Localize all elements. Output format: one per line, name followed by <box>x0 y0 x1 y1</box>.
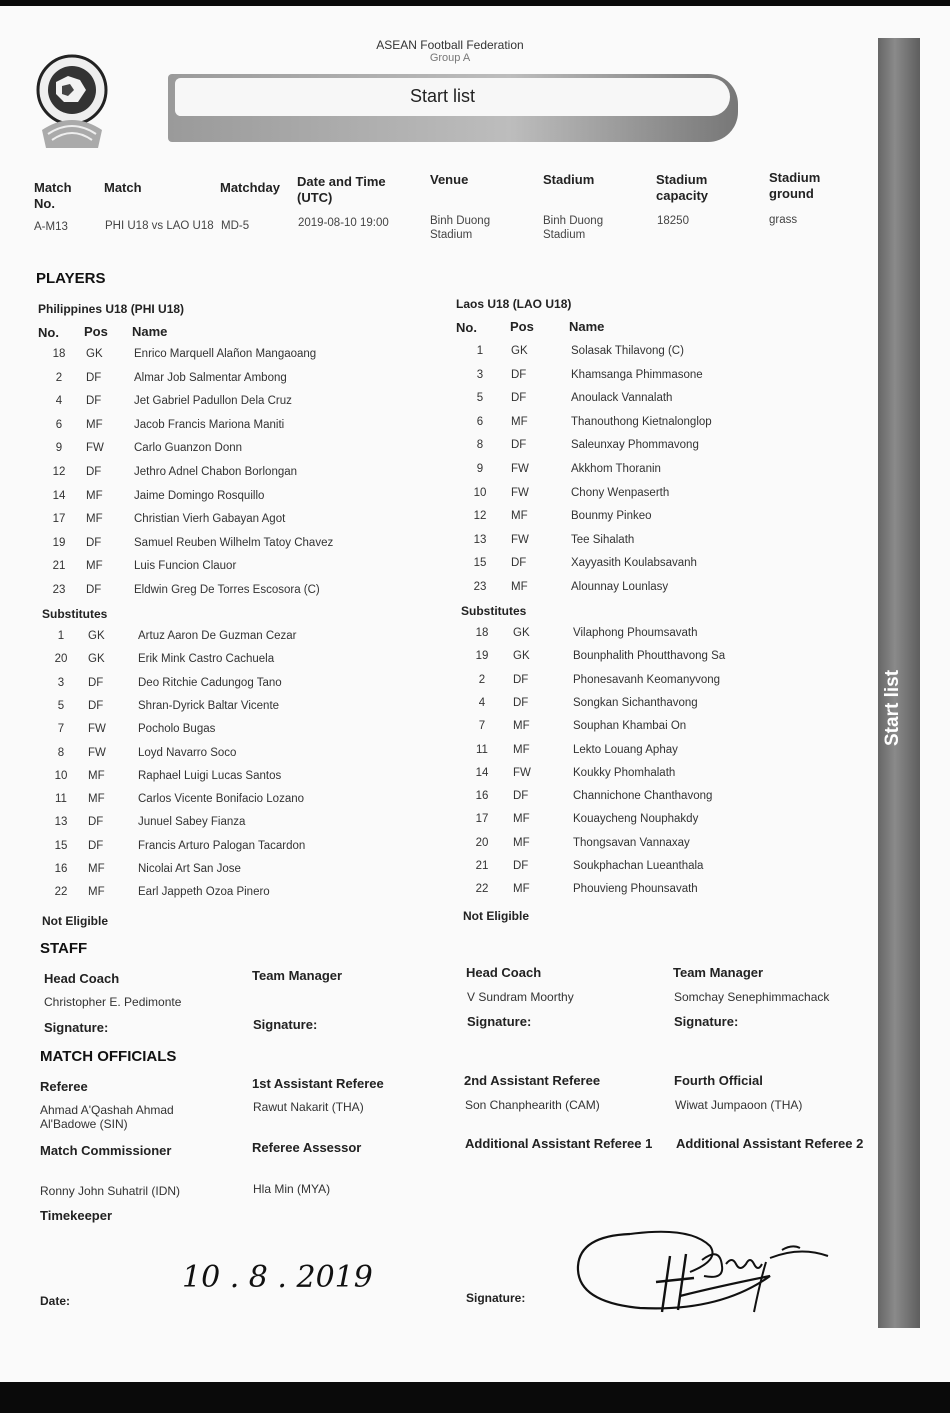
player-name: Anoulack Vannalath <box>571 392 673 405</box>
player-number: 21 <box>52 560 66 573</box>
player-name: Shran-Dyrick Baltar Vicente <box>138 699 280 712</box>
player-number: 14 <box>52 489 66 502</box>
player-position: DF <box>86 584 102 596</box>
player-number: 14 <box>475 766 489 779</box>
player-position: FW <box>88 723 106 736</box>
away-coach-signature-label: Signature: <box>467 1014 532 1029</box>
player-number: 11 <box>476 743 488 756</box>
player-number: 9 <box>55 442 63 455</box>
match-no-value: A-M13 <box>34 221 68 233</box>
aar1-label: Additional Assistant Referee 1 <box>465 1136 653 1151</box>
player-name: Channichone Chanthavong <box>573 790 713 803</box>
player-number: 12 <box>473 510 487 523</box>
player-position: MF <box>88 886 105 899</box>
away-manager: Somchay Senephimmachack <box>674 990 830 1004</box>
player-position: MF <box>86 418 103 431</box>
commissioner-value: Ronny John Suhatril (IDN) <box>40 1184 181 1198</box>
player-name: Jethro Adnel Chabon Borlongan <box>134 466 298 478</box>
side-label: Start list <box>882 669 903 746</box>
player-number: 3 <box>476 368 484 381</box>
away-sub-player-row <box>467 744 807 766</box>
assessor-label: Referee Assessor <box>252 1140 362 1155</box>
away-starter-player-row <box>465 487 805 509</box>
capacity-value: 18250 <box>657 215 689 227</box>
ar2-label: 2nd Assistant Referee <box>464 1073 601 1088</box>
player-position: FW <box>88 746 106 759</box>
home-sub-player-row <box>46 653 386 675</box>
player-name: Jet Gabriel Padullon Dela Cruz <box>134 395 292 408</box>
player-position: DF <box>513 696 529 709</box>
ground-header: Stadium ground <box>769 170 821 201</box>
player-name: Christian Vierh Gabayan Agot <box>134 513 286 526</box>
player-name: Koukky Phomhalath <box>573 766 676 779</box>
away-starter-player-row <box>465 345 805 367</box>
datetime-value: 2019-08-10 19:00 <box>298 217 389 229</box>
player-position: MF <box>88 769 105 782</box>
player-number: 18 <box>52 348 66 360</box>
player-number: 17 <box>52 513 66 526</box>
player-position: MF <box>513 720 530 733</box>
start-list-document <box>0 6 950 1382</box>
player-position: DF <box>511 439 527 452</box>
away-sub-player-row <box>467 720 807 742</box>
player-position: DF <box>86 395 102 408</box>
home-starter-player-row <box>44 560 384 582</box>
player-name: Junuel Sabey Fianza <box>138 816 246 829</box>
player-position: MF <box>513 743 530 756</box>
player-number: 10 <box>473 486 487 499</box>
player-position: MF <box>511 581 528 593</box>
player-position: MF <box>513 813 530 826</box>
player-number: 23 <box>52 584 66 596</box>
away-sub-player-row <box>467 697 807 719</box>
player-name: Nicolai Art San Jose <box>138 863 241 875</box>
player-name: Phonesavanh Keomanyvong <box>573 673 721 686</box>
stadium-header: Stadium <box>543 172 595 187</box>
home-starter-player-row <box>44 537 384 559</box>
player-position: MF <box>513 883 530 896</box>
away-sub-player-row <box>467 837 807 859</box>
home-sub-player-row <box>46 747 386 769</box>
player-number: 22 <box>475 883 489 896</box>
player-name: Saleunxay Phommavong <box>571 439 699 452</box>
player-number: 13 <box>473 533 487 546</box>
player-number: 10 <box>54 769 68 782</box>
away-starter-player-row <box>465 416 805 438</box>
commissioner-label: Match Commissioner <box>40 1143 172 1158</box>
home-col-no: No. <box>38 325 59 340</box>
player-number: 20 <box>475 836 489 849</box>
home-subs-label: Substitutes <box>42 607 108 621</box>
player-position: MF <box>86 489 103 502</box>
player-name: Kouaycheng Nouphakdy <box>573 813 699 826</box>
player-name: Songkan Sichanthavong <box>573 696 698 709</box>
player-number: 4 <box>478 696 486 709</box>
away-starter-player-row <box>465 581 805 603</box>
assessor-value: Hla Min (MYA) <box>253 1182 331 1196</box>
player-position: MF <box>513 836 530 849</box>
player-number: 18 <box>475 627 489 639</box>
away-manager-label: Team Manager <box>673 965 764 980</box>
player-name: Earl Jappeth Ozoa Pinero <box>138 886 270 899</box>
player-position: MF <box>86 560 103 573</box>
player-name: Eldwin Greg De Torres Escosora (C) <box>134 584 320 596</box>
player-name: Bounphalith Phoutthavong Sa <box>573 650 726 663</box>
bottom-bar <box>0 1382 950 1413</box>
ground-value: grass <box>769 214 798 226</box>
player-number: 7 <box>57 723 65 736</box>
away-not-eligible: Not Eligible <box>463 909 529 923</box>
player-name: Vilaphong Phoumsavath <box>573 627 698 639</box>
player-name: Carlo Guanzon Donn <box>134 442 243 455</box>
away-col-pos: Pos <box>510 319 534 334</box>
player-position: DF <box>511 368 527 381</box>
home-starter-player-row <box>44 584 384 606</box>
player-position: DF <box>511 557 527 570</box>
away-sub-player-row <box>467 883 807 905</box>
away-sub-player-row <box>467 627 807 649</box>
away-team-name: Laos U18 (LAO U18) <box>456 297 572 311</box>
home-sub-player-row <box>46 677 386 699</box>
player-name: Deo Ritchie Cadungog Tano <box>138 676 282 689</box>
officials-title: MATCH OFFICIALS <box>40 1048 177 1065</box>
player-number: 8 <box>57 746 65 759</box>
home-sub-player-row <box>46 840 386 862</box>
player-number: 1 <box>57 630 65 642</box>
player-number: 6 <box>55 418 63 431</box>
player-number: 2 <box>55 371 63 384</box>
home-head-coach: Christopher E. Pedimonte <box>44 995 182 1009</box>
home-starter-player-row <box>44 490 384 512</box>
player-number: 16 <box>54 863 68 875</box>
referee-label: Referee <box>40 1079 88 1094</box>
away-starter-player-row <box>465 510 805 532</box>
player-number: 16 <box>475 790 489 803</box>
player-name: Francis Arturo Palogan Tacardon <box>138 839 306 852</box>
player-number: 22 <box>54 886 68 899</box>
player-position: DF <box>511 392 527 405</box>
away-head-coach: V Sundram Moorthy <box>467 990 574 1004</box>
player-position: DF <box>86 466 102 478</box>
player-number: 19 <box>475 650 489 663</box>
home-col-pos: Pos <box>84 324 108 339</box>
match-header: Match <box>104 180 142 195</box>
capacity-header: Stadium capacity <box>656 172 709 203</box>
player-position: DF <box>513 673 529 686</box>
home-starter-player-row <box>44 372 384 394</box>
player-name: Chony Wenpaserth <box>571 486 670 499</box>
home-head-coach-label: Head Coach <box>44 971 120 986</box>
player-name: Alounnay Lounlasy <box>571 581 669 593</box>
player-position: MF <box>511 510 528 523</box>
handwritten-signature-icon <box>570 1216 840 1326</box>
away-starter-player-row <box>465 439 805 461</box>
match-value: PHI U18 vs LAO U18 <box>105 220 214 232</box>
handwritten-date: 10 . 8 . 2019 <box>182 1260 373 1295</box>
ar1-label: 1st Assistant Referee <box>252 1076 384 1091</box>
away-starter-player-row <box>465 369 805 391</box>
home-starter-player-row <box>44 513 384 535</box>
player-name: Thongsavan Vannaxay <box>573 836 690 849</box>
away-manager-signature-label: Signature: <box>674 1014 739 1029</box>
player-position: DF <box>88 839 104 852</box>
player-position: GK <box>88 630 105 642</box>
player-position: FW <box>511 463 529 475</box>
away-head-coach-label: Head Coach <box>466 965 542 980</box>
player-number: 15 <box>473 557 487 570</box>
player-number: 3 <box>57 676 65 689</box>
player-position: DF <box>88 676 104 689</box>
player-name: Phouvieng Phounsavath <box>573 883 698 896</box>
ar1-value: Rawut Nakarit (THA) <box>253 1100 364 1114</box>
datetime-header: Date and Time (UTC) <box>297 174 386 205</box>
player-name: Almar Job Salmentar Ambong <box>134 371 287 384</box>
player-name: Lekto Louang Aphay <box>573 743 678 756</box>
player-name: Luis Funcion Clauor <box>134 560 237 573</box>
player-number: 5 <box>57 699 65 712</box>
home-sub-player-row <box>46 816 386 838</box>
player-number: 5 <box>476 392 484 405</box>
player-name: Jacob Francis Mariona Maniti <box>134 418 285 431</box>
player-position: FW <box>511 533 529 546</box>
date-label: Date: <box>40 1294 71 1308</box>
player-position: GK <box>511 345 528 357</box>
player-number: 8 <box>476 439 484 452</box>
player-position: MF <box>88 863 105 875</box>
home-sub-player-row <box>46 630 386 652</box>
player-number: 15 <box>54 839 68 852</box>
player-number: 17 <box>475 813 489 826</box>
home-not-eligible: Not Eligible <box>42 914 108 928</box>
home-starter-player-row <box>44 348 384 370</box>
stadium-value: Binh Duong Stadium <box>543 215 604 241</box>
away-sub-player-row <box>467 674 807 696</box>
aff-logo-icon <box>34 50 110 150</box>
player-name: Xayyasith Koulabsavanh <box>571 557 697 570</box>
player-name: Carlos Vicente Bonifacio Lozano <box>138 793 305 806</box>
player-number: 12 <box>52 466 66 478</box>
home-sub-player-row <box>46 863 386 885</box>
player-position: DF <box>86 536 102 549</box>
away-sub-player-row <box>467 790 807 812</box>
player-position: FW <box>86 442 104 455</box>
home-sub-player-row <box>46 723 386 745</box>
player-position: GK <box>513 627 530 639</box>
player-position: GK <box>86 348 103 360</box>
home-manager-signature-label: Signature: <box>253 1017 318 1032</box>
away-starter-player-row <box>465 392 805 414</box>
player-position: GK <box>513 650 530 663</box>
player-name: Solasak Thilavong (C) <box>571 345 684 357</box>
player-number: 9 <box>476 463 484 475</box>
venue-value: Binh Duong Stadium <box>430 215 491 241</box>
timekeeper-label: Timekeeper <box>40 1208 113 1223</box>
player-position: DF <box>88 699 104 712</box>
staff-title: STAFF <box>40 940 88 957</box>
player-position: FW <box>513 766 531 779</box>
away-starter-player-row <box>465 534 805 556</box>
home-sub-player-row <box>46 886 386 908</box>
venue-header: Venue <box>430 172 469 187</box>
player-position: FW <box>511 486 529 499</box>
player-number: 4 <box>55 395 63 408</box>
player-number: 11 <box>55 793 67 806</box>
home-sub-player-row <box>46 793 386 815</box>
away-sub-player-row <box>467 767 807 789</box>
matchday-header: Matchday <box>220 180 280 195</box>
away-starter-player-row <box>465 557 805 579</box>
page-title: Start list <box>409 86 475 106</box>
away-sub-player-row <box>467 860 807 882</box>
ar2-value: Son Chanphearith (CAM) <box>465 1098 600 1112</box>
player-name: Jaime Domingo Rosquillo <box>134 489 265 502</box>
player-name: Souphan Khambai On <box>573 720 687 733</box>
player-name: Artuz Aaron De Guzman Cezar <box>138 630 297 642</box>
player-number: 20 <box>54 653 68 666</box>
player-position: DF <box>513 860 529 872</box>
home-starter-player-row <box>44 419 384 441</box>
away-starter-player-row <box>465 463 805 485</box>
home-manager-label: Team Manager <box>252 968 343 983</box>
home-team-name: Philippines U18 (PHI U18) <box>38 302 185 316</box>
players-title: PLAYERS <box>36 270 106 287</box>
player-name: Thanouthong Kietnalonglop <box>571 415 712 428</box>
away-sub-player-row <box>467 813 807 835</box>
player-number: 7 <box>478 720 486 733</box>
player-position: DF <box>513 790 529 803</box>
home-col-name: Name <box>132 324 168 339</box>
player-position: MF <box>86 513 103 526</box>
player-number: 19 <box>52 536 66 549</box>
player-name: Samuel Reuben Wilhelm Tatoy Chavez <box>134 536 334 549</box>
home-starter-player-row <box>44 442 384 464</box>
player-name: Khamsanga Phimmasone <box>571 368 703 381</box>
player-name: Enrico Marquell Alañon Mangaoang <box>134 348 317 360</box>
player-number: 13 <box>54 816 68 829</box>
player-name: Tee Sihalath <box>571 533 635 546</box>
player-number: 23 <box>473 581 487 593</box>
player-name: Soukphachan Lueanthala <box>573 860 704 872</box>
player-name: Erik Mink Castro Cachuela <box>138 653 275 666</box>
player-position: DF <box>88 816 104 829</box>
away-col-name: Name <box>569 319 605 334</box>
player-name: Bounmy Pinkeo <box>571 510 652 523</box>
player-name: Pocholo Bugas <box>138 723 216 736</box>
fourth-official-value: Wiwat Jumpaoon (THA) <box>675 1098 803 1112</box>
player-position: GK <box>88 653 105 666</box>
player-name: Raphael Luigi Lucas Santos <box>138 769 282 782</box>
home-sub-player-row <box>46 700 386 722</box>
group-label: Group A <box>429 52 471 64</box>
home-starter-player-row <box>44 466 384 488</box>
player-position: MF <box>88 793 105 806</box>
away-sub-player-row <box>467 650 807 672</box>
match-no-header: Match No. <box>34 180 72 211</box>
away-subs-label: Substitutes <box>461 604 527 618</box>
player-number: 1 <box>476 345 484 357</box>
matchday-value: MD-5 <box>221 220 250 232</box>
player-position: MF <box>511 415 528 428</box>
player-number: 6 <box>476 415 484 428</box>
fourth-official-label: Fourth Official <box>674 1073 763 1088</box>
away-col-no: No. <box>456 320 477 335</box>
player-name: Akkhom Thoranin <box>571 463 661 475</box>
player-position: DF <box>86 371 102 384</box>
player-number: 2 <box>478 673 486 686</box>
home-starter-player-row <box>44 395 384 417</box>
player-number: 21 <box>475 860 489 872</box>
home-coach-signature-label: Signature: <box>44 1020 109 1035</box>
footer-signature-label: Signature: <box>466 1291 526 1305</box>
home-sub-player-row <box>46 770 386 792</box>
referee-value: Ahmad A'Qashah Ahmad Al'Badowe (SIN) <box>40 1103 174 1131</box>
aar2-label: Additional Assistant Referee 2 <box>676 1136 864 1151</box>
org-name: ASEAN Football Federation <box>376 38 524 52</box>
player-name: Loyd Navarro Soco <box>138 746 237 759</box>
